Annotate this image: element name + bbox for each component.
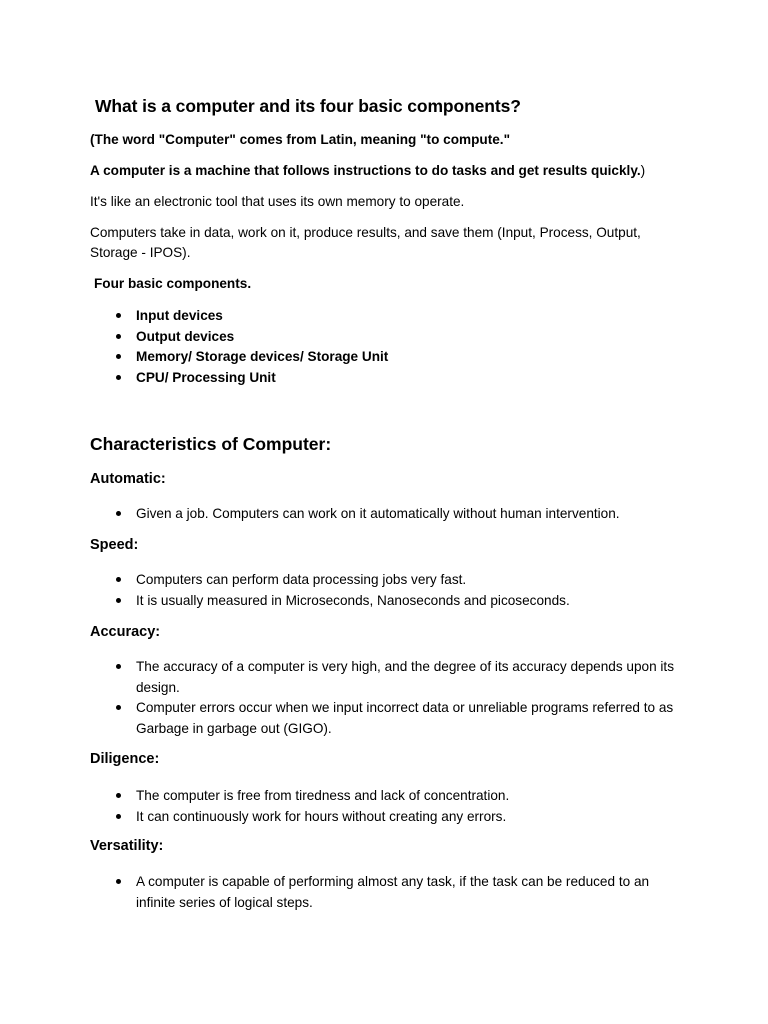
list-item <box>116 807 686 828</box>
list-item <box>116 698 686 739</box>
bullet-icon <box>116 375 121 380</box>
bullet-icon <box>116 705 121 710</box>
bullet-icon <box>116 354 121 359</box>
bullet-icon <box>116 334 121 339</box>
section-heading-versatility: Versatility: <box>90 838 164 854</box>
point-text: Computers can perform data processing jobs very fast. <box>136 572 467 587</box>
bullet-icon <box>116 793 121 798</box>
list-item <box>116 591 686 612</box>
bullet-icon <box>116 879 121 884</box>
intro-line-origin: (The word "Computer" comes from Latin, meaning "to compute." <box>90 132 511 147</box>
intro-line-definition <box>90 161 645 181</box>
section-heading-diligence: Diligence: <box>90 751 160 767</box>
list-item <box>116 347 676 368</box>
bullet-icon <box>116 814 121 819</box>
bullet-icon <box>116 598 121 603</box>
list-item <box>116 327 676 348</box>
speed-list <box>116 570 686 611</box>
point-text: The computer is free from tiredness and lack of concentration. <box>136 788 510 803</box>
point-text: It can continuously work for hours without creating any errors. <box>136 808 507 824</box>
intro-definition-bold: A computer is a machine that follows instructions to do tasks and get results quickly. <box>90 163 641 178</box>
accuracy-list <box>116 657 686 739</box>
component-item: CPU/ Processing Unit <box>136 369 276 385</box>
point-text: It is usually measured in Microseconds, Nanoseconds and picoseconds. <box>136 592 570 608</box>
point-text: A computer is capable of performing almost any task, if the task can be reduced to an infinite series of logical steps. <box>136 874 650 910</box>
components-list <box>116 306 676 388</box>
bullet-icon <box>116 664 121 669</box>
diligence-list <box>116 786 686 827</box>
point-text: The accuracy of a computer is very high, and the degree of its accuracy depends upon its design. <box>136 659 675 695</box>
component-item: Output devices <box>136 328 235 344</box>
section-heading-accuracy: Accuracy: <box>90 624 161 640</box>
bullet-icon <box>116 313 121 318</box>
page-title: What is a computer and its four basic components? <box>95 96 521 116</box>
list-item <box>116 570 686 591</box>
intro-definition-tail: ) <box>640 163 646 178</box>
intro-line-ipos: Computers take in data, work on it, produce results, and save them (Input, Process, Output, Storage - IPOS). <box>90 225 641 260</box>
characteristics-heading: Characteristics of Computer: <box>90 434 332 454</box>
components-heading: Four basic components. <box>94 276 252 291</box>
bullet-icon <box>116 577 121 582</box>
component-item: Input devices <box>136 308 223 323</box>
list-item <box>116 306 676 327</box>
list-item <box>116 657 686 698</box>
list-item <box>116 504 686 525</box>
list-item <box>116 368 676 389</box>
section-heading-automatic: Automatic: <box>90 471 166 487</box>
bullet-icon <box>116 511 121 516</box>
list-item <box>116 872 686 913</box>
component-item: Memory/ Storage devices/ Storage Unit <box>136 349 389 364</box>
point-text: Computer errors occur when we input incorrect data or unreliable programs referred to as Garbage in garbage out (GIGO). <box>136 700 674 736</box>
intro-line-memory: It's like an electronic tool that uses its own memory to operate. <box>90 194 465 209</box>
versatility-list <box>116 872 686 913</box>
point-text: Given a job. Computers can work on it automatically without human intervention. <box>136 506 620 521</box>
automatic-list <box>116 504 686 525</box>
list-item <box>116 786 686 807</box>
section-heading-speed: Speed: <box>90 537 139 553</box>
